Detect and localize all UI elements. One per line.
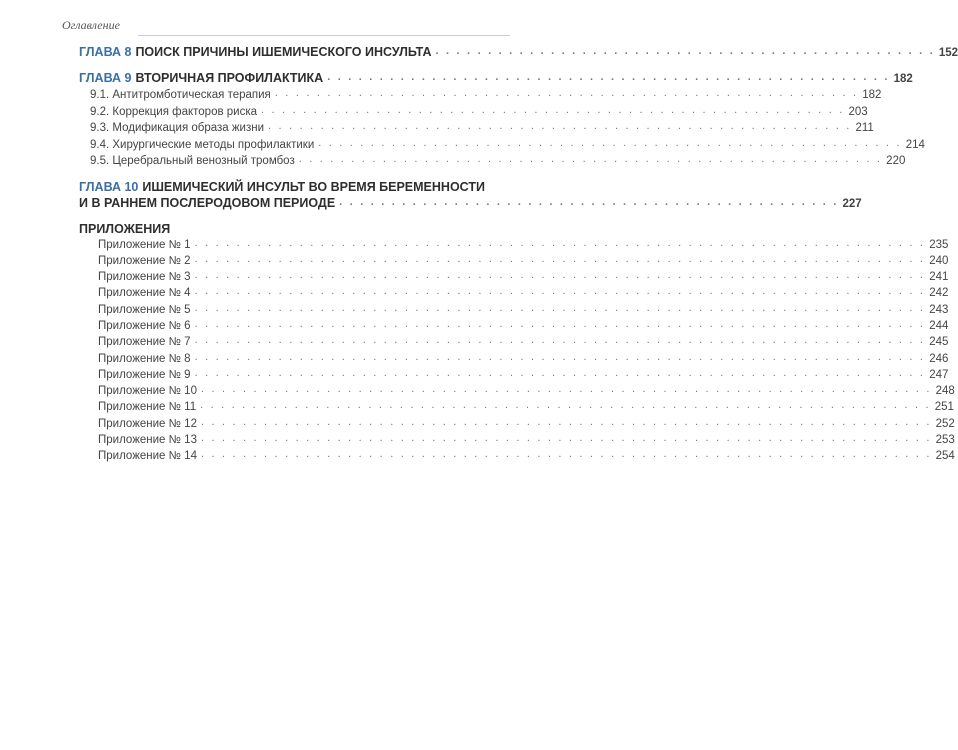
entry-label: 9.3. Модификация образа жизни: [90, 122, 265, 134]
chapter-title-line1: ИШЕМИЧЕСКИЙ ИНСУЛЬТ ВО ВРЕМЯ БЕРЕМЕННОСТИ: [142, 179, 486, 194]
toc-entry-chapter-8[interactable]: [79, 44, 958, 61]
dot-leader: . . . . . . . . . . . . . . . . . . . . . . . . . . . . . . . . . . . . . . . . . . . . . . . . . . . . . . . . . . . . . . . . . . . . . .: [194, 366, 926, 379]
page-number: 252: [935, 417, 955, 430]
toc-entry-appendix-14[interactable]: [79, 448, 955, 464]
table-of-contents: [79, 44, 958, 474]
entry-label: 9.2. Коррекция факторов риска: [90, 105, 258, 118]
dot-leader: . . . . . . . . . . . . . . . . . . . . . . . . . . . . . . . . . . . . . . . . . . . . . . . . . . . . . . . .: [274, 87, 859, 99]
chapter-number: ГЛАВА 8: [79, 45, 132, 59]
dot-leader: . . . . . . . . . . . . . . . . . . . . . . . . . . . . . . . . . . . . . . . . . . . . . . . . . . . . . . . . . . . . . . . . . . . . . .: [200, 448, 932, 461]
chapter-9-block: [79, 70, 925, 170]
header-rule: [138, 35, 510, 36]
page-number: 243: [929, 303, 949, 316]
page-number: 220: [886, 155, 906, 167]
entry-label: 9.5. Церебральный венозный тромбоз: [90, 155, 295, 167]
dot-leader: . . . . . . . . . . . . . . . . . . . . . . . . . . . . . . . . . . . . . . . . . . . . . . . . . . . . . . . . . . . . . . . . . . . . . .: [194, 236, 926, 249]
page-number: 244: [929, 319, 949, 332]
entry-label: Приложение № 4: [98, 287, 191, 300]
dot-leader: . . . . . . . . . . . . . . . . . . . . . . . . . . . . . . . . . . . . . . . . . . . . . . . . . . . . . . . .: [298, 153, 883, 165]
page-number: 214: [905, 138, 925, 151]
page-number: 254: [935, 450, 955, 463]
page-number: 227: [842, 197, 862, 210]
page-number: 246: [929, 352, 949, 365]
dot-leader: . . . . . . . . . . . . . . . . . . . . . . . . . . . . . . . . . . . . . . . . . . . . . . . . . . . . . . . . . . . . . . . . . . . . . .: [194, 269, 926, 282]
running-header: Оглавление: [62, 18, 120, 32]
entry-label: Приложение № 11: [98, 401, 197, 414]
dot-leader: . . . . . . . . . . . . . . . . . . . . . . . . . . . . . . . . . . . . . . . . . . . . . . . . . . . . . . . . . . . . . . . . . . . . . .: [194, 350, 926, 363]
page-number: 182: [893, 73, 913, 85]
chapter-10-block: [79, 179, 862, 212]
entry-label: 9.4. Хирургические методы профилактики: [90, 138, 315, 151]
entry-label: Приложение № 14: [98, 450, 197, 463]
dot-leader: . . . . . . . . . . . . . . . . . . . . . . . . . . . . . . . . . . . . . . . . . . . . . . . . . . . . . . . .: [318, 136, 902, 149]
dot-leader: . . . . . . . . . . . . . . . . . . . . . . . . . . . . . . . . . . . . . . . . . . . . . . . .: [339, 195, 839, 208]
dot-leader: . . . . . . . . . . . . . . . . . . . . . . . . . . . . . . . . . . . . . . . . . . . . . . . . . . . . . . . . . . . . . . . . . . . . . .: [194, 334, 926, 347]
chapter-title: ПОИСК ПРИЧИНЫ ИШЕМИЧЕСКОГО ИНСУЛЬТА: [135, 45, 432, 59]
entry-label: Приложение № 3: [98, 271, 191, 284]
dot-leader: . . . . . . . . . . . . . . . . . . . . . . . . . . . . . . . . . . . . . . . . . . . . . . . . . . . . . . . . . . . . . . . . . . . . . .: [194, 317, 926, 330]
page-number: 152: [938, 47, 958, 59]
page-number: 251: [934, 401, 954, 414]
page-number: 245: [929, 336, 949, 349]
toc-entry-9-5[interactable]: [79, 153, 906, 170]
dot-leader: . . . . . . . . . . . . . . . . . . . . . . . . . . . . . . . . . . . . . . . . . . . . . . . . . . . . . . . . . . . . . . . . . . . . . .: [200, 415, 932, 428]
toc-entry-chapter-10-line1[interactable]: [79, 179, 511, 195]
dot-leader: . . . . . . . . . . . . . . . . . . . . . . . . . . . . . . . . . . . . . . . . . . . . . . . . . . . . . . . . . . . . . . . . . . . . . .: [194, 252, 926, 265]
dot-leader: . . . . . . . . . . . . . . . . . . . . . . . . . . . . . . . . . . . . . . . . . . . . . . . . . . . . . . . . . . . . . . . . . . . . . .: [200, 399, 931, 412]
dot-leader: . . . . . . . . . . . . . . . . . . . . . . . . . . . . . . . . . . . . . . . . . . . . . . . . . . . . . . . . . . . . . . . . . . . . . .: [194, 285, 926, 298]
entry-label: Приложение № 10: [98, 385, 197, 398]
entry-label: Приложение № 9: [98, 368, 191, 381]
dot-leader: . . . . . . . . . . . . . . . . . . . . . . . . . . . . . . . . . . . . . . . . . . . . . . . . . . . . . . . . . . . . . . . . . . . . . .: [200, 383, 932, 396]
entry-label: Приложение № 5: [98, 303, 191, 316]
dot-leader: . . . . . . . . . . . . . . . . . . . . . . . . . . . . . . . . . . . . . . . . . . . . . . . . . . . . . . . .: [268, 120, 852, 132]
entry-label: Приложение № 1: [98, 238, 191, 251]
dot-leader: . . . . . . . . . . . . . . . . . . . . . . . . . . . . . . . . . . . . . . . . . . . . . . . . . . . . . . . .: [261, 103, 845, 116]
entry-label: Приложение № 7: [98, 336, 191, 349]
appendix-list: [79, 236, 955, 465]
chapter-8-block: [79, 44, 958, 61]
chapter-title-line2: И В РАННЕМ ПОСЛЕРОДОВОМ ПЕРИОДЕ: [79, 195, 336, 210]
entry-label: 9.1. Антитромботическая терапия: [90, 89, 271, 101]
entry-label: Приложение № 13: [98, 434, 197, 447]
chapter-number: ГЛАВА 9: [79, 71, 132, 85]
appendices-block: [79, 221, 955, 465]
page-number: 248: [935, 385, 955, 398]
page-number: 253: [935, 434, 955, 447]
page-number: 241: [929, 271, 949, 284]
page-number: 235: [929, 238, 949, 251]
entry-label: Приложение № 12: [98, 417, 197, 430]
entry-label: Приложение № 8: [98, 352, 191, 365]
dot-leader: . . . . . . . . . . . . . . . . . . . . . . . . . . . . . . . . . . . . . . . . . . . . . . . . . . . . . . . . . . . . . . . . . . . . . .: [200, 432, 932, 445]
chapter-title: ВТОРИЧНАЯ ПРОФИЛАКТИКА: [135, 71, 324, 85]
dot-leader: . . . . . . . . . . . . . . . . . . . . . . . . . . . . . . . . . . . . . . . . . . . . . . . .: [435, 45, 935, 57]
page-number: 182: [862, 89, 882, 101]
dot-leader: . . . . . . . . . . . . . . . . . . . . . . . . . . . . . . . . . . . . . . . . . . . . . . . . . . . . . . . . . . . . . . . . . . . . . .: [194, 301, 926, 314]
entry-label: Приложение № 2: [98, 254, 191, 267]
page-number: 247: [929, 368, 949, 381]
dot-leader: . . . . . . . . . . . . . . . . . . . . . . . . . . . . . . . . . . . . . . . . . . . . . . . . . . . . . .: [327, 71, 890, 83]
page-number: 211: [855, 122, 874, 134]
chapter-number: ГЛАВА 10: [79, 179, 139, 194]
entry-label: Приложение № 6: [98, 319, 191, 332]
appendices-title: ПРИЛОЖЕНИЯ: [79, 221, 171, 236]
toc-entry-chapter-10-line2[interactable]: [79, 195, 862, 212]
page-number: 203: [848, 105, 868, 118]
page-number: 240: [929, 254, 949, 267]
page-number: 242: [929, 287, 949, 300]
